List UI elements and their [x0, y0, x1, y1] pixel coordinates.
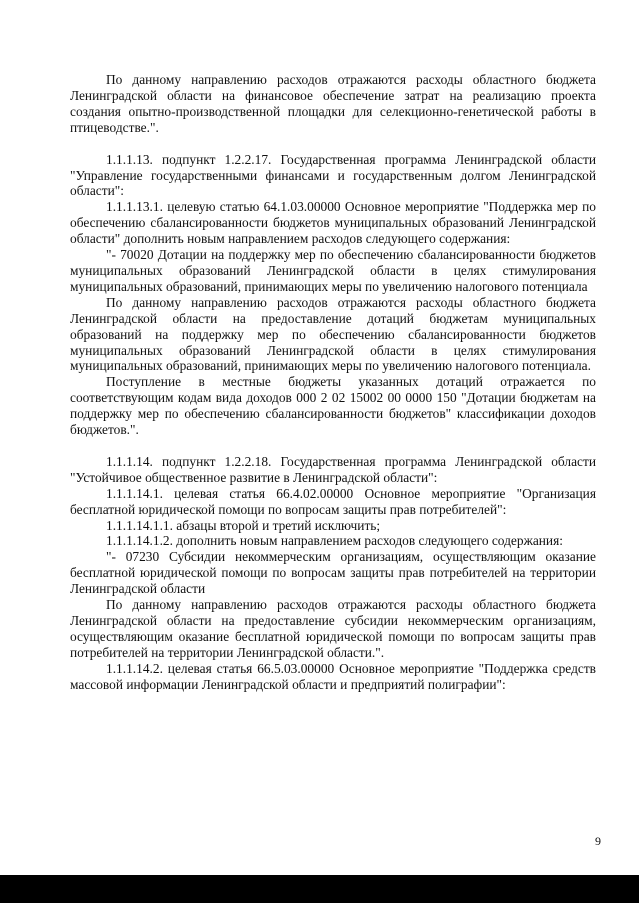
paragraph-1-1-1-14-1-2: 1.1.1.14.1.2. дополнить новым направлением расходов следующего содержания:	[106, 533, 563, 549]
paragraph-70020-expenses: По данному направлению расходов отражаются расходы областного бюджета Ленинградской области на предоставление дотаций бюджетам муниципальных образований на поддержку мер по обеспечению сбалансированности бюджетов муниципальных образований Ленинградской области в целях стимулирования муниципальных образований, принимающих меры по увеличению налогового потенциала.	[70, 294, 596, 374]
paragraph-previous-expenses: По данному направлению расходов отражаются расходы областного бюджета Ленинградской области на финансовое обеспечение затрат на реализацию проекта создания опытно-производственной площадки для селекционно-генетической работы в птицеводстве.".	[70, 72, 596, 135]
paragraph-07230-expenses: По данному направлению расходов отражаются расходы областного бюджета Ленинградской области на предоставление субсидии некоммерческим организациям, осуществляющим оказание бесплатной юридической помощи по вопросам защиты прав потребителей на территории Ленинградской области.".	[70, 597, 596, 660]
paragraph-1-1-1-14: 1.1.1.14. подпункт 1.2.2.18. Государственная программа Ленинградской области "Устойчивое общественное развитие в Ленинградской области":	[70, 453, 596, 485]
paragraph-spacer	[70, 438, 596, 454]
paragraph-1-1-1-14-1-1: 1.1.1.14.1.1. абзацы второй и третий исключить;	[106, 517, 381, 533]
paragraph-07230: "- 07230 Субсидии некоммерческим организациям, осуществляющим оказание бесплатной юридической помощи по вопросам защиты прав потребителей на территории Ленинградской области	[70, 549, 596, 597]
scan-bottom-bar	[0, 875, 639, 903]
paragraph-1-1-1-14-1: 1.1.1.14.1. целевая статья 66.4.02.00000 Основное мероприятие "Организация бесплатной юридической помощи по вопросам защиты прав потребителей":	[70, 485, 596, 517]
page-number: 9	[595, 834, 601, 848]
paragraph-1-1-1-13: 1.1.1.13. подпункт 1.2.2.17. Государственная программа Ленинградской области "Управление государственными финансами и государственным долгом Ленинградской области":	[70, 151, 596, 199]
paragraph-70020: "- 70020 Дотации на поддержку мер по обеспечению сбалансированности бюджетов муниципальных образований Ленинградской области в целях стимулирования муниципальных образований, принимающих меры по увеличению налогового потенциала	[70, 247, 596, 294]
paragraph-1-1-1-13-1: 1.1.1.13.1. целевую статью 64.1.03.00000 Основное мероприятие "Поддержка мер по обеспечению сбалансированности бюджетов муниципальных образований Ленинградской области" дополнить новым направлением расходов следующего содержания:	[70, 199, 596, 247]
document-body	[70, 72, 596, 693]
paragraph-local-budget-income: Поступление в местные бюджеты указанных дотаций отражается по соответствующим кодам вида доходов 000 2 02 15002 00 0000 150 "Дотации бюджетам на поддержку мер по обеспечению сбалансированности бюджетов" классификации доходов бюджетов.".	[70, 374, 596, 438]
paragraph-1-1-1-14-2: 1.1.1.14.2. целевая статья 66.5.03.00000 Основное мероприятие "Поддержка средств массовой информации Ленинградской области и предприятий полиграфии":	[70, 660, 596, 692]
paragraph-spacer	[70, 136, 596, 152]
